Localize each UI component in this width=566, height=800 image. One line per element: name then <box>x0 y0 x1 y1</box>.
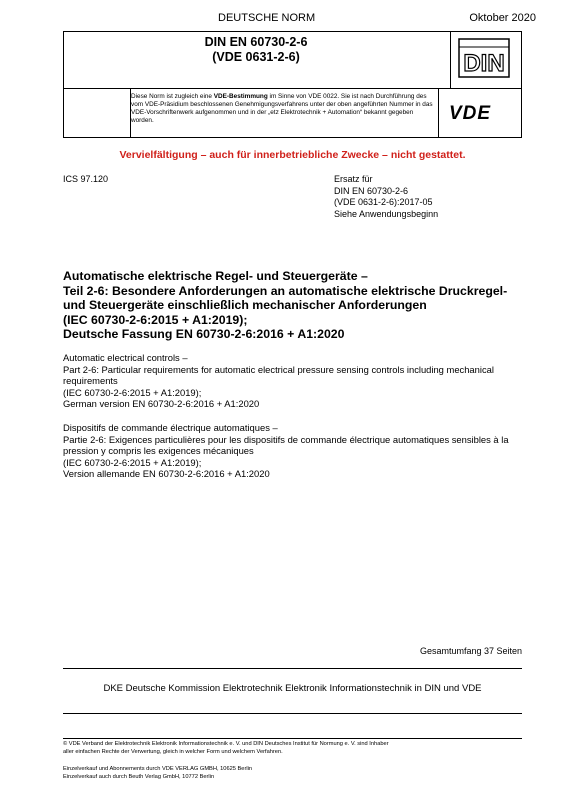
title-german: Automatische elektrische Regel- und Steuergeräte – Teil 2-6: Besondere Anforderungen an automatische elektrische Druckregel- und Steuergeräte einschließlich mechanischer Anforderungen (IEC 60730-2-6:2015 + A1:2019); Deutsche Fassung EN 60730-2-6:2016 + A1:2020 <box>63 269 508 341</box>
copyright-notice: © VDE Verband der Elektrotechnik Elektronik Informationstechnik e. V. und DIN Deutsches Institut für Normung e. V. sind Inhaber aller einfachen Rechte der Verwertung, gleich in welcher Form und welchem Verfahren. <box>63 741 389 755</box>
title-english: Automatic electrical controls – Part 2-6: Particular requirements for automatic electrical pressure sensing controls including mechanical requirements (IEC 60730-2-6:2015 + A1:2019); German version EN 60730-2-6:2016 + A1:2020 <box>63 352 494 410</box>
divider-top <box>63 668 522 669</box>
standard-number <box>63 35 449 65</box>
vde-note-text-1: Diese Norm ist zugleich eine <box>131 93 214 100</box>
replacement-info: Ersatz für DIN EN 60730-2-6 (VDE 0631-2-6):2017-05 Siehe Anwendungsbeginn <box>334 174 439 219</box>
din-logo <box>458 38 510 78</box>
issue-date: Oktober 2020 <box>469 12 536 24</box>
ics-code: ICS 97.120 <box>63 174 109 184</box>
document-type-label: DEUTSCHE NORM <box>218 12 316 24</box>
title-french: Dispositifs de commande électrique automatiques – Partie 2-6: Exigences particulières pour les dispositifs de commande électrique automatiques sensibles à la pression y compris les exigences mécaniques (IEC 60730-2-6:2015 + A1:2019); Version allemande EN 60730-2-6:2016 + A1:2020 <box>63 422 509 480</box>
vde-note <box>131 93 433 125</box>
din-logo-text: DIN <box>463 50 505 77</box>
sales-info: Einzelverkauf und Abonnements durch VDE VERLAG GMBH, 10625 Berlin Einzelverkauf auch durch Beuth Verlag GmbH, 10772 Berlin <box>63 766 253 780</box>
vde-logo: VDE <box>449 103 492 124</box>
reproduction-notice: Vervielfältigung – auch für innerbetriebliche Zwecke – nicht gestattet. <box>119 149 466 161</box>
din-number: DIN EN 60730-2-6 <box>204 35 308 49</box>
vde-number: (VDE 0631-2-6) <box>212 50 300 64</box>
total-pages: Gesamtumfang 37 Seiten <box>419 646 522 656</box>
vde-note-text-2: im Sinne von VDE 0022. Sie ist nach Durchführung des vom VDE-Präsidium beschlossenen Genehmigungsverfahrens unter der oben angeführten Nummer in das VDE-Vorschriftenwerk aufgenommen und in der „etz Elektrotechnik + Automation“ bekannt gegeben worden. <box>131 93 433 124</box>
divider-middle <box>63 713 522 714</box>
divider-copyright <box>63 738 522 739</box>
dke-line: DKE Deutsche Kommission Elektrotechnik Elektronik Informationstechnik in DIN und VDE <box>103 683 482 694</box>
vde-note-bold: VDE-Bestimmung <box>213 93 268 100</box>
